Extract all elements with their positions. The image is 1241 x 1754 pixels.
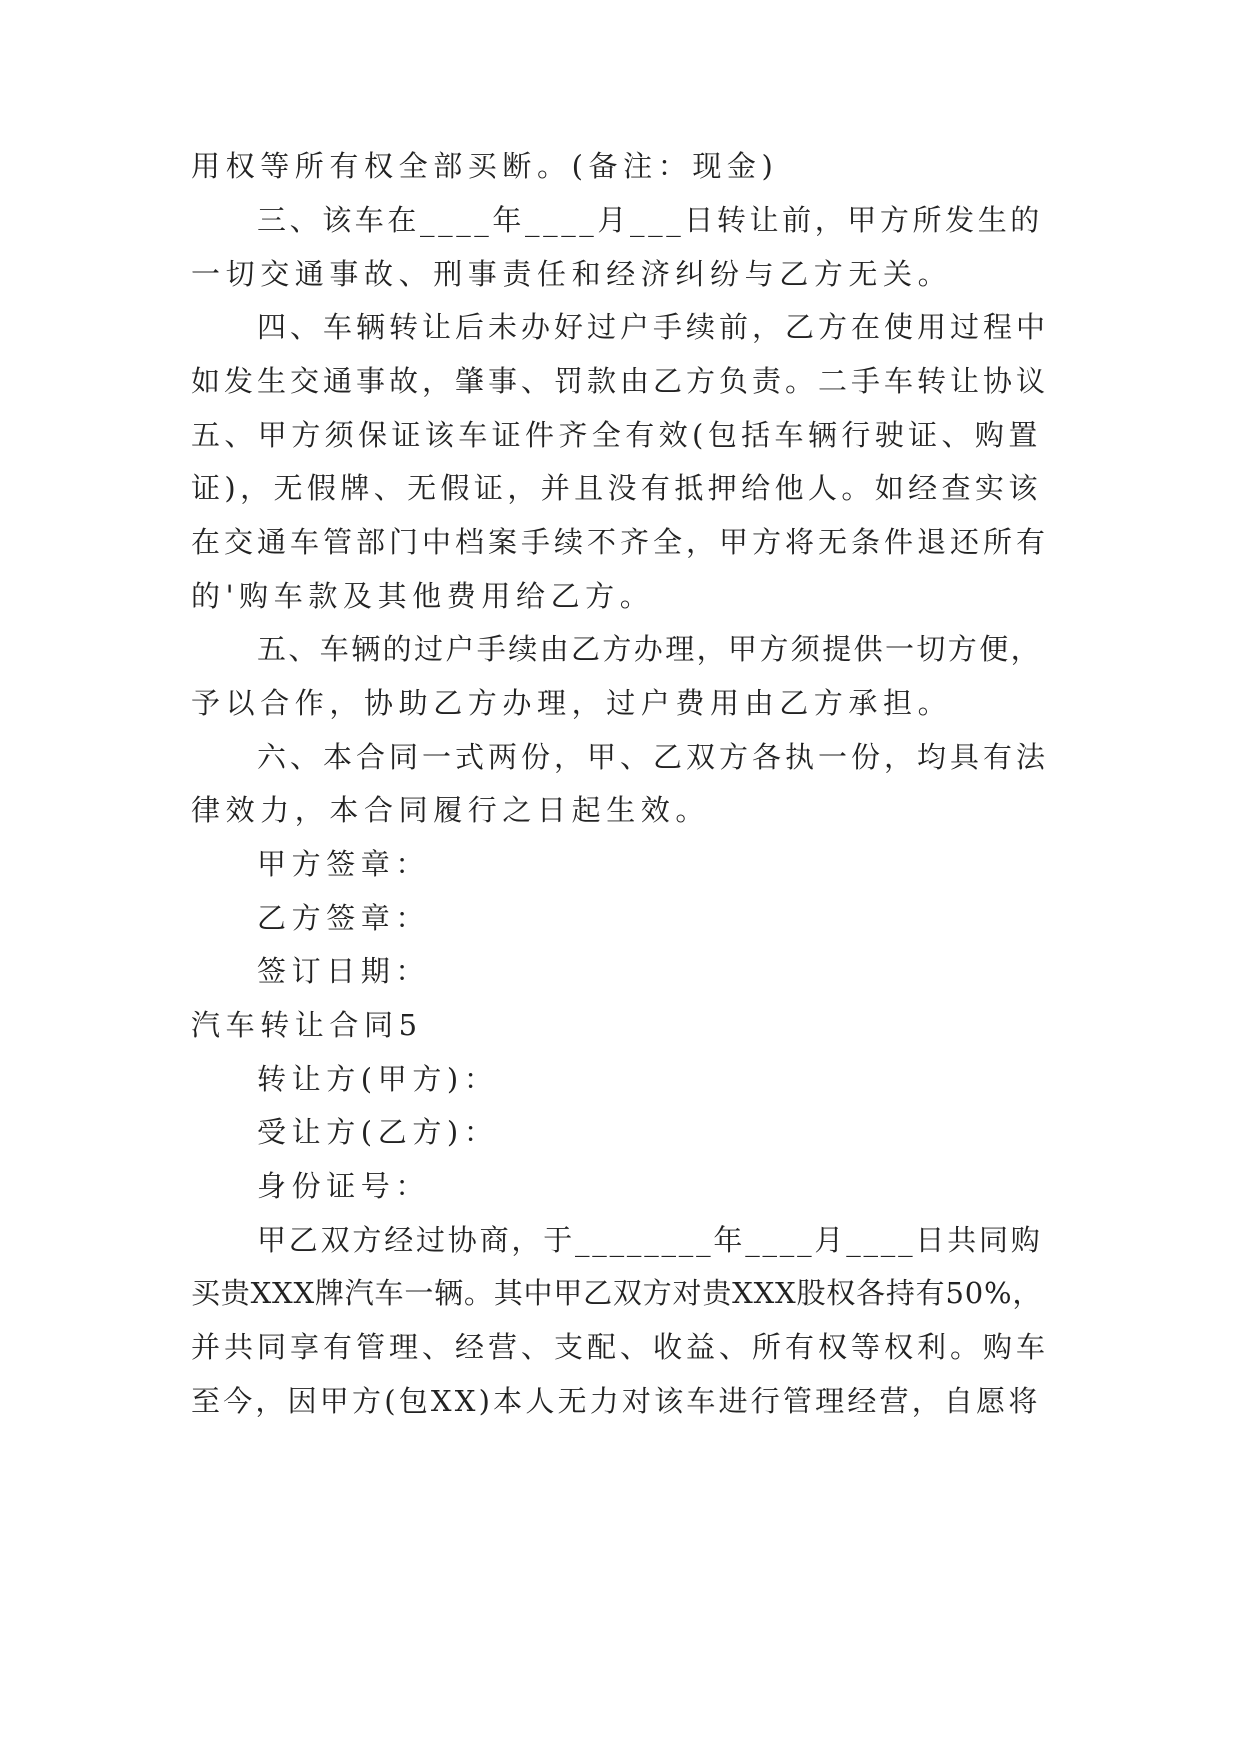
paragraph-line: 四、车辆转让后未办好过户手续前，乙方在使用过程中 <box>257 310 1050 344</box>
signature-label-party-a: 甲方签章： <box>257 847 431 881</box>
paragraph-line: 在交通车管部门中档案手续不齐全，甲方将无条件退还所有 <box>191 525 1050 559</box>
paragraph-line: 一切交通事故、刑事责任和经济纠纷与乙方无关。 <box>191 257 953 291</box>
paragraph-line: 证)，无假牌、无假证，并且没有抵押给他人。如经查实该 <box>191 471 1042 505</box>
contract-heading: 汽车转让合同5 <box>191 1008 423 1042</box>
paragraph-line: 三、该车在____年____月___日转让前，甲方所发生的 <box>257 203 1043 237</box>
paragraph-line: 五、甲方须保证该车证件齐全有效(包括车辆行驶证、购置 <box>191 418 1042 452</box>
paragraph-line: 甲乙双方经过协商，于________年____月____日共同购 <box>257 1223 1043 1257</box>
paragraph-line: 并共同享有管理、经营、支配、收益、所有权等权利。购车 <box>191 1330 1050 1364</box>
paragraph-line: 买贵XXX牌汽车一辆。其中甲乙双方对贵XXX股权各持有50%， <box>191 1276 1043 1310</box>
paragraph-line: 予以合作，协助乙方办理，过户费用由乙方承担。 <box>191 686 953 720</box>
transferor-label: 转让方(甲方)： <box>257 1062 499 1096</box>
paragraph-line: 如发生交通事故，肇事、罚款由乙方负责。二手车转让协议 <box>191 364 1050 398</box>
paragraph-line: 用权等所有权全部买断。(备注：现金) <box>191 149 779 183</box>
paragraph-line: 六、本合同一式两份，甲、乙双方各执一份，均具有法 <box>257 740 1050 774</box>
signature-label-party-b: 乙方签章： <box>257 901 431 935</box>
paragraph-line: 至今，因甲方(包XX)本人无力对该车进行管理经营，自愿将 <box>191 1384 1041 1418</box>
paragraph-line: 的'购车款及其他费用给乙方。 <box>191 579 655 613</box>
id-number-label: 身份证号： <box>257 1169 431 1203</box>
paragraph-line: 律效力，本合同履行之日起生效。 <box>191 793 711 827</box>
paragraph-line: 五、车辆的过户手续由乙方办理，甲方须提供一切方便， <box>257 632 1043 666</box>
transferee-label: 受让方(乙方)： <box>257 1115 499 1149</box>
signing-date-label: 签订日期： <box>257 954 431 988</box>
